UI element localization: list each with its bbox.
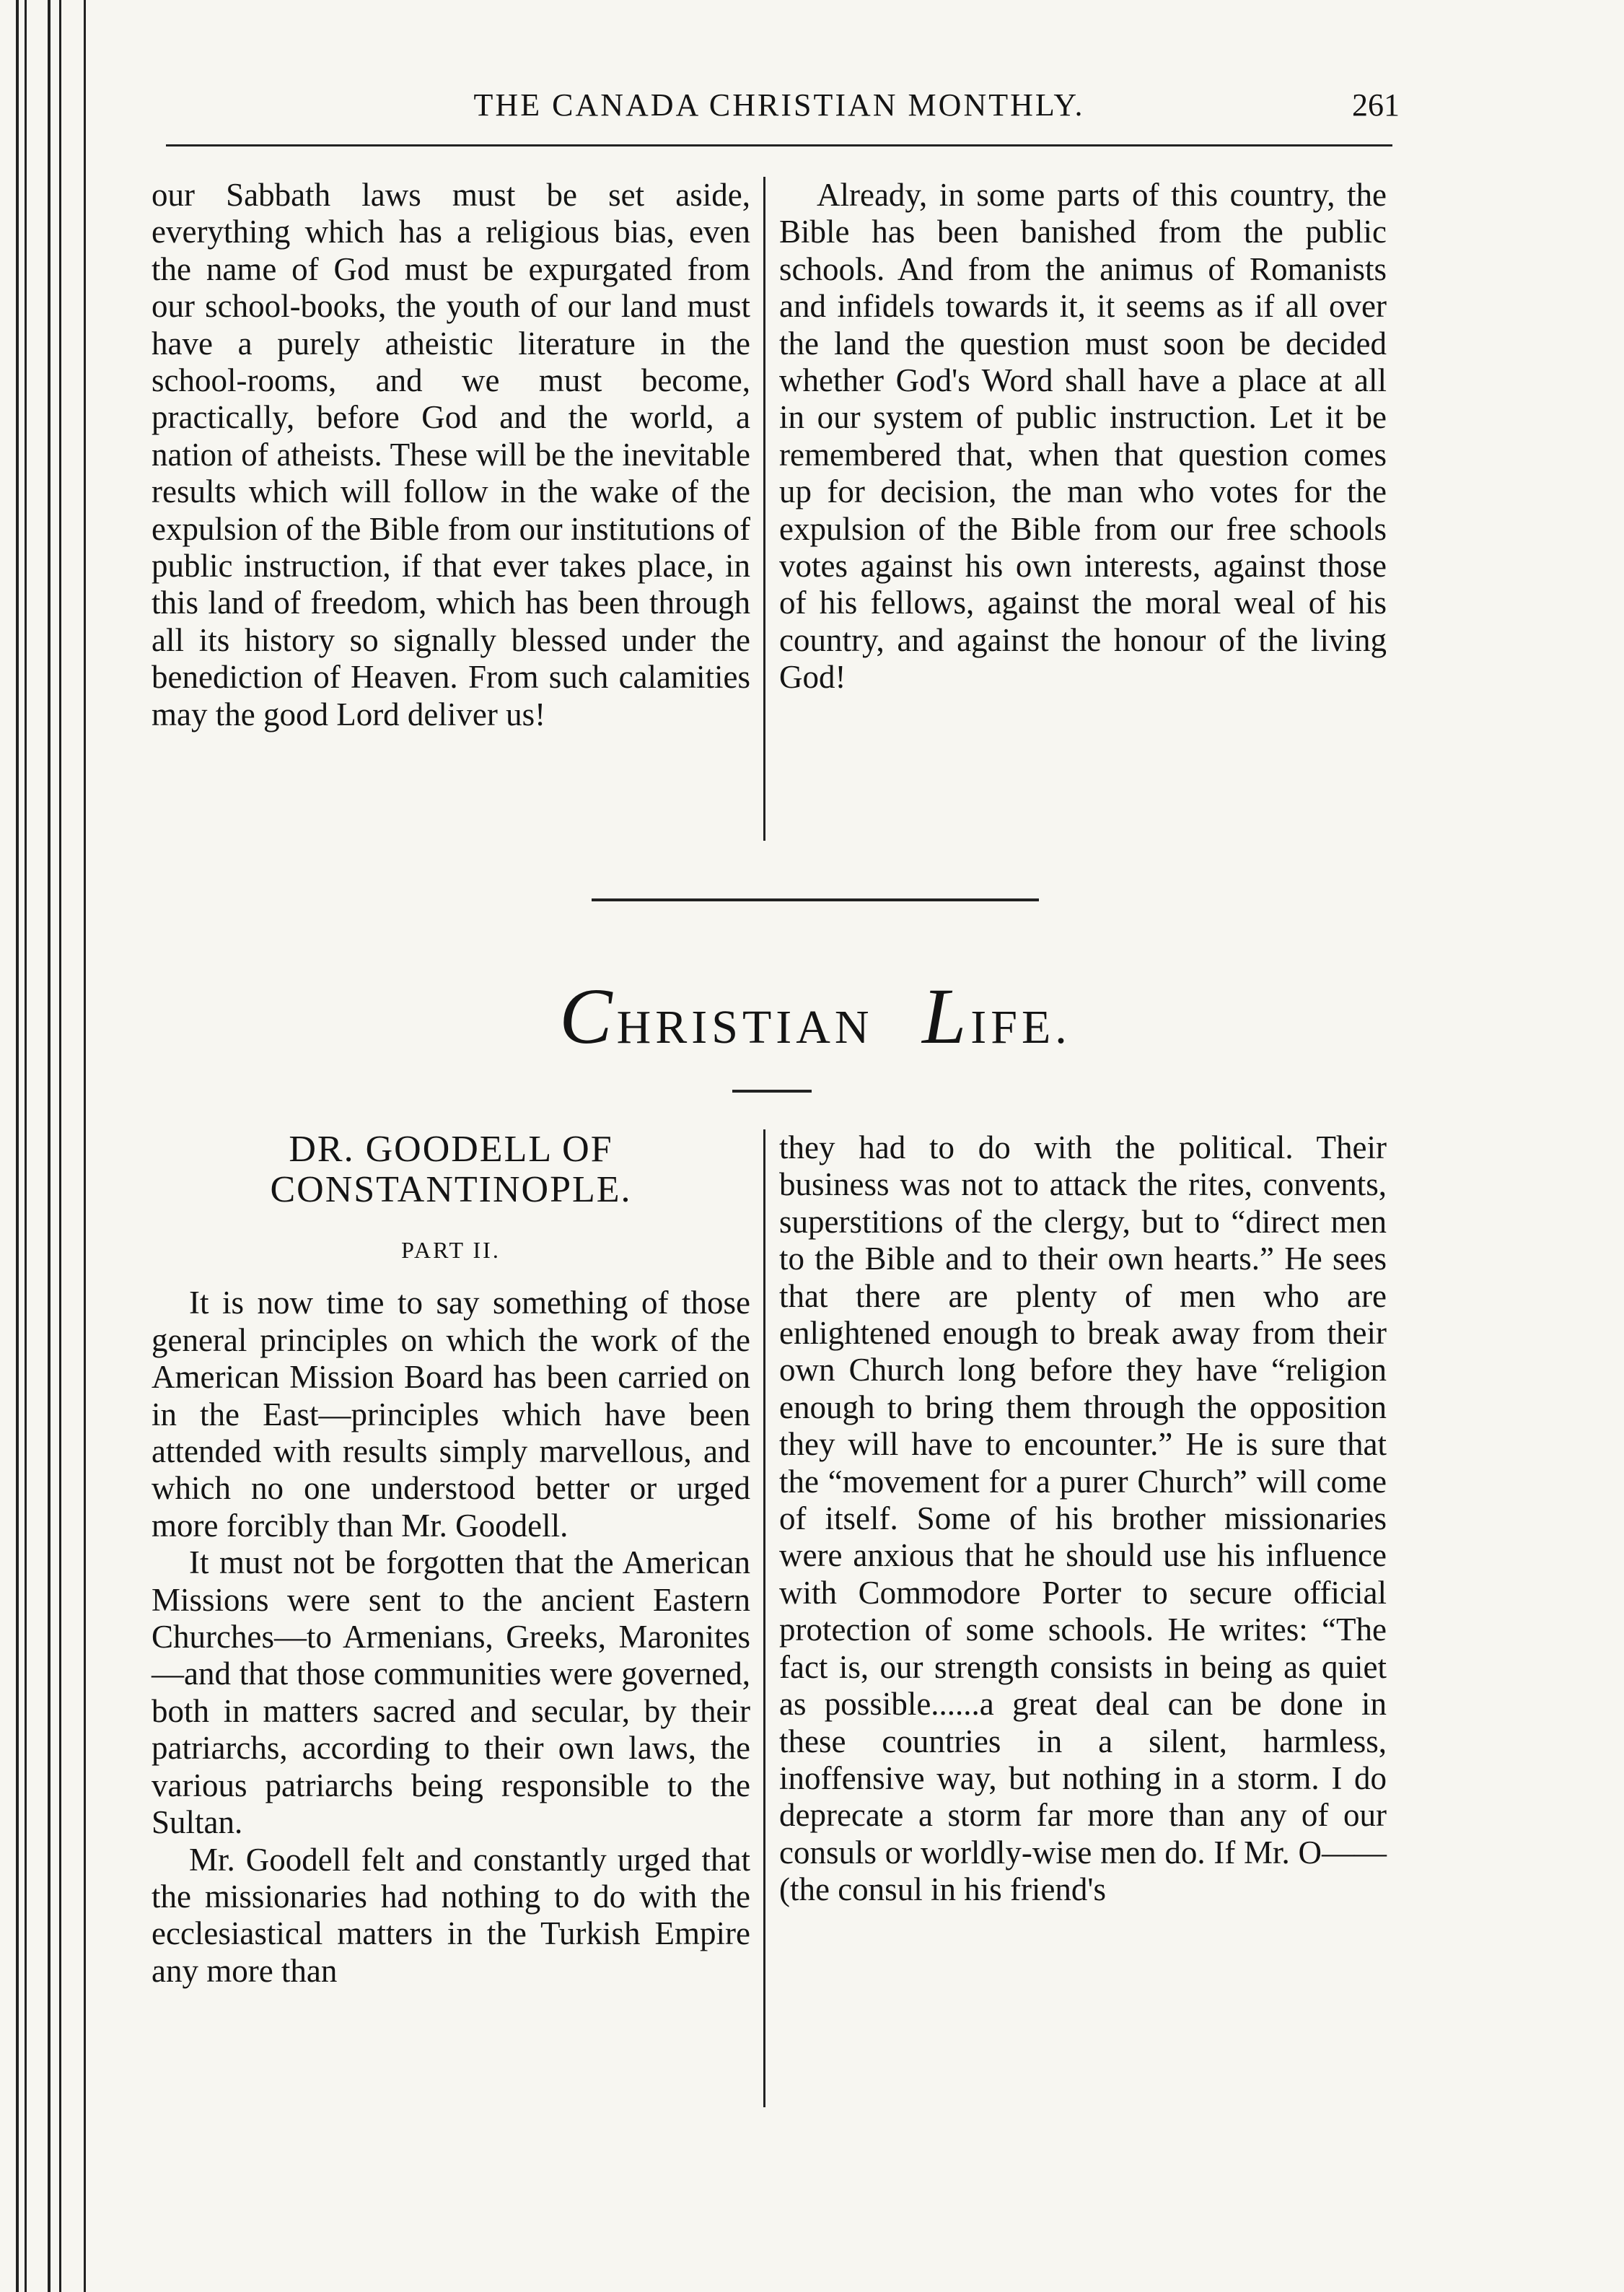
section-heading-word-life: IFE.	[970, 1001, 1071, 1054]
section-short-rule	[732, 1090, 812, 1093]
article-title: DR. GOODELL OF CONSTANTINOPLE.	[270, 1129, 632, 1210]
top-right-column	[779, 177, 1387, 696]
section-separator-rule	[592, 898, 1039, 901]
article-part-label: PART II.	[401, 1237, 501, 1263]
top-left-paragraph: our Sabbath laws must be set aside, everything which has a religious bias, even the name of God must be expurgated from our school-books, the youth of our land must have a purely atheistic literature in the school-rooms, and we must become, practically, before God and the world, a nation of atheists. These will be the inevitable results which will follow in the wake of the expulsion of the Bible from our institutions of public instruction, if that ever takes place, in this land of freedom, which has been through all its history so signally blessed under the benediction of Heaven. From such calamities may the good Lord deliver us!	[152, 177, 750, 732]
header-rule	[166, 144, 1392, 146]
page-number: 261	[1352, 87, 1400, 123]
section-heading-initial-l: L	[922, 972, 971, 1060]
section-heading-word-christian: HRISTIAN	[616, 1001, 874, 1054]
article-left-column	[152, 1129, 750, 1990]
article-paragraph-3: Mr. Goodell felt and constantly urged that the missionaries had nothing to do with the ecclesiastical matters in the Turkish Empire any more than	[152, 1841, 750, 1989]
article-right-text: they had to do with the political. Their business was not to attack the rites, convents, superstitions of the clergy, but to “direct men to the Bible and to their own hearts.” He sees that there are plenty of men who are enlightened enough to break away from their own Church long before they have “religion enough to bring them through the opposition they will have to encounter.” He is sure that the “movement for a purer Church” will come of itself. Some of his brother missionaries were anxious that he should use his influence with Commodore Porter to secure official protection of some schools. He writes: “The fact is, our strength consists in being as quiet as possible......a great deal can be done in these countries in a silent, harmless, inoffensive way, but nothing in a storm. I do deprecate a storm far more than any of our consuls or worldly-wise men do. If Mr. O—— (the consul in his friend's	[779, 1129, 1387, 1908]
column-divider-bottom	[763, 1129, 765, 2107]
running-title: THE CANADA CHRISTIAN MONTHLY.	[473, 87, 1085, 123]
section-heading-initial-c: C	[559, 972, 617, 1060]
page-header	[166, 87, 1400, 144]
page-binding-lines	[16, 0, 95, 2292]
top-right-paragraph: Already, in some parts of this country, the Bible has been banished from the public schools. And from the animus of Romanists and infidels towards it, it seems as if all over the land the question must soon be decided whether God's Word shall have a place at all in our system of public instruction. Let it be remembered that, when that question comes up for decision, the man who votes for the expulsion of the Bible from our free schools votes against his own interests, against those of his fellows, against the moral weal of his country, and against the honour of the living God!	[779, 177, 1387, 696]
article-paragraph-1: It is now time to say something of those general principles on which the work of the American Mission Board has been carried on in the East—principles which have been attended with results simply marvellous, and which no one understood better or urged more forcibly than Mr. Goodell.	[152, 1285, 750, 1544]
article-right-column	[779, 1129, 1387, 1909]
article-paragraph-2: It must not be forgotten that the American Missions were sent to the ancient Eastern Churches—to Armenians, Greeks, Maronites—and that those communities were governed, both in matters sacred and secular, by their patriarchs, according to their own laws, the various patriarchs being responsible to the Sultan.	[152, 1544, 750, 1841]
column-divider-top	[763, 177, 765, 841]
top-left-column	[152, 177, 750, 733]
section-heading	[361, 971, 1270, 1062]
